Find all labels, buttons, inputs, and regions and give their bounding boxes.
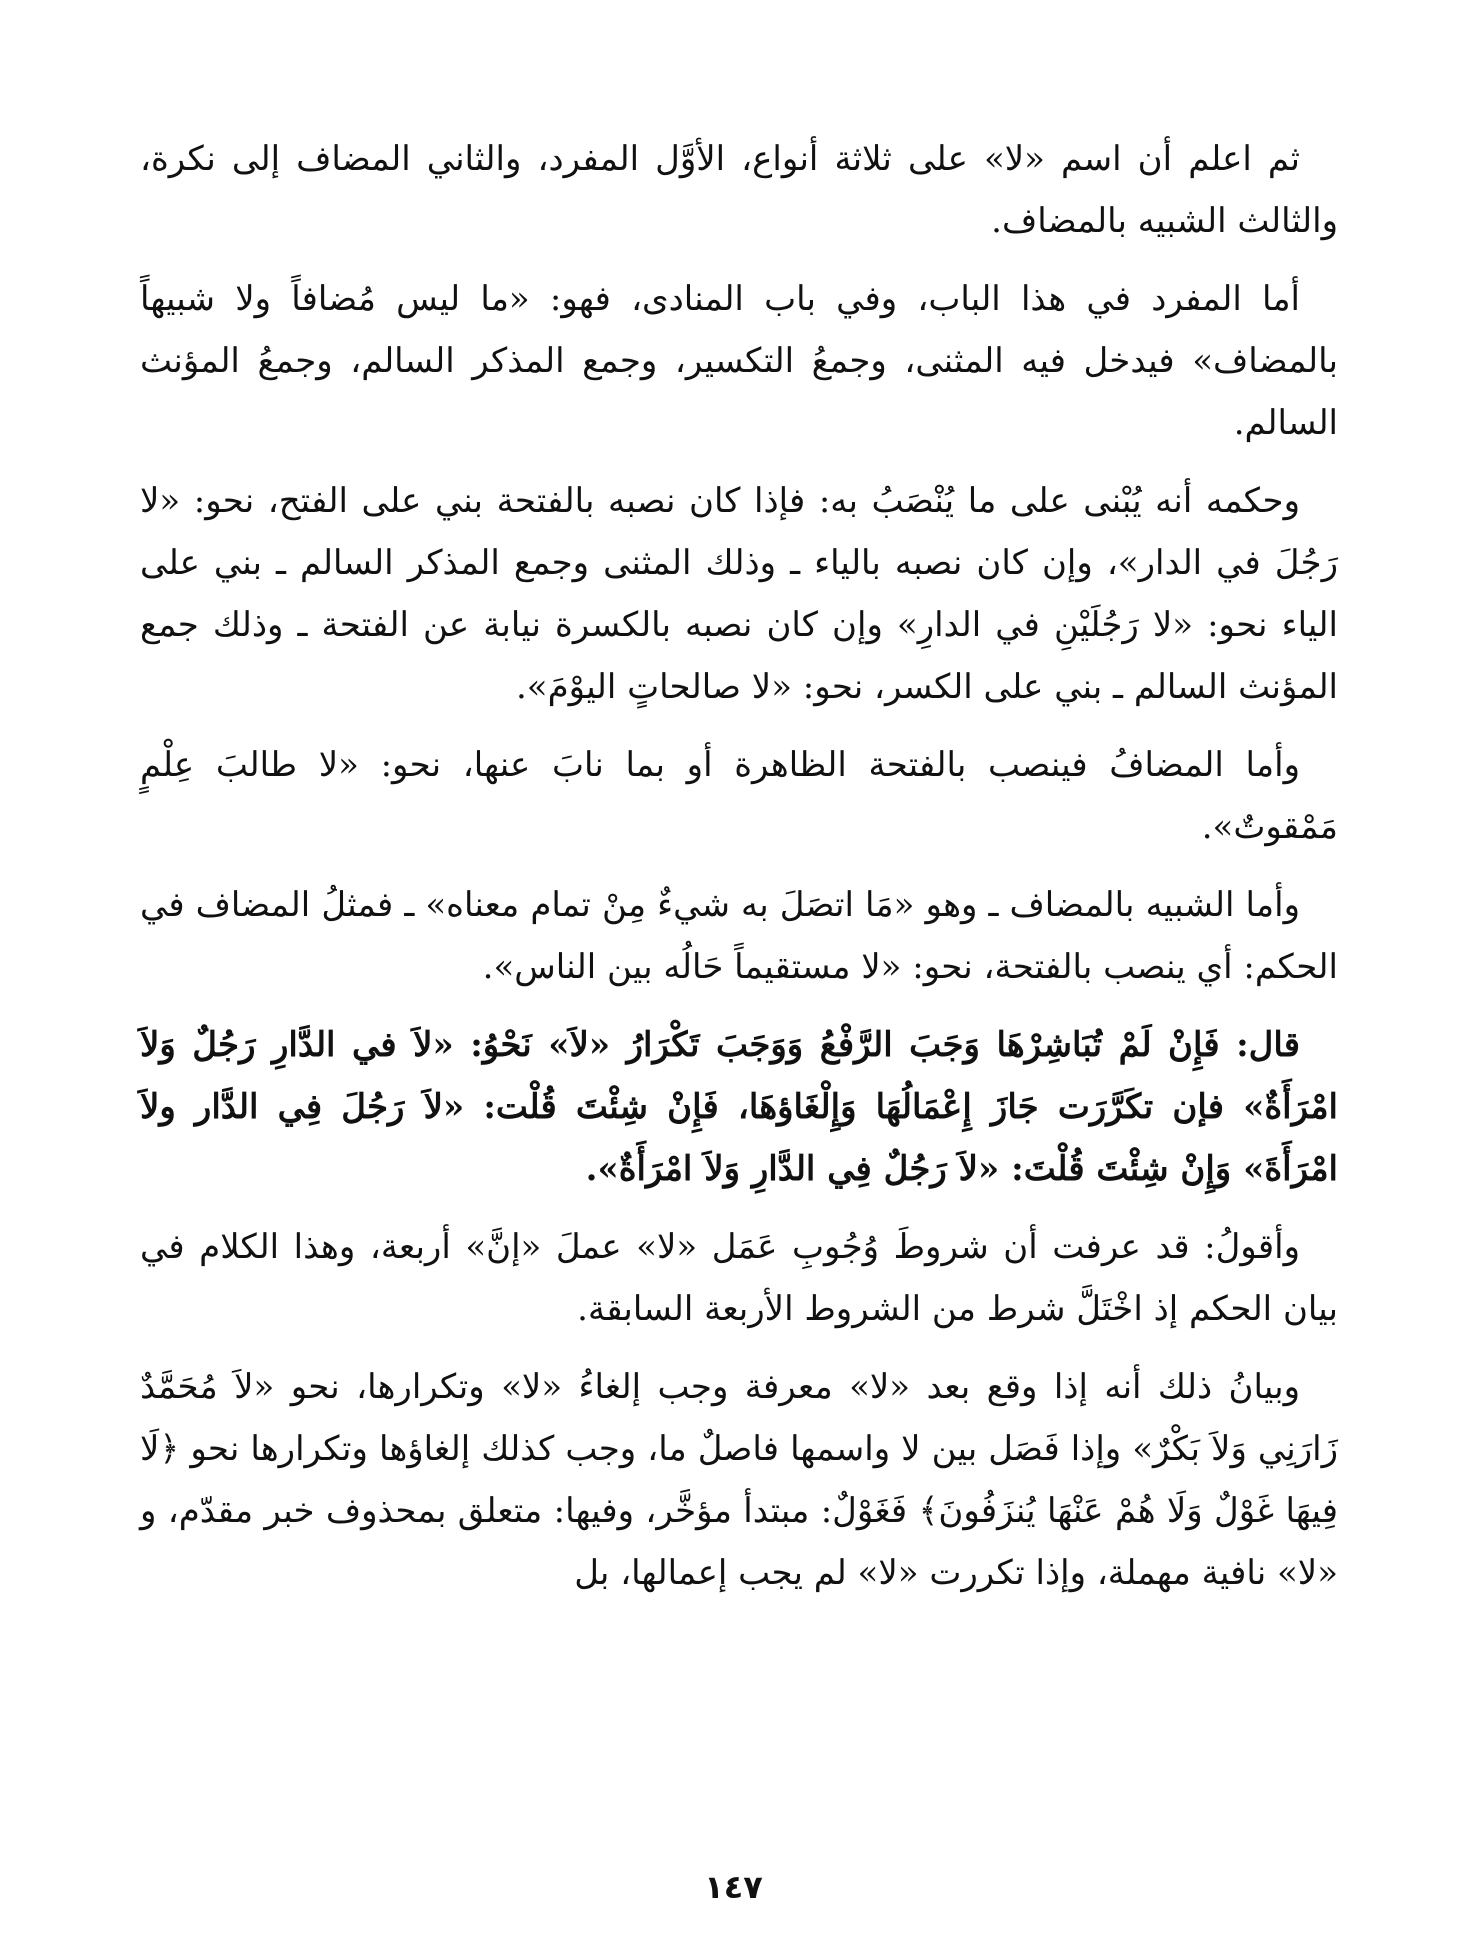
paragraph-shabih-bil-mudaf: وأما الشبيه بالمضاف ـ وهو «مَا اتصَلَ به شيءٌ مِنْ تمام معناه» ـ فمثلُ المضاف في الحكم: أي ينصب بالفتحة، نحو: «لا مستقيماً حَالُه بين الناس». (140, 885, 1338, 987)
paragraph-singular-definition: أما المفرد في هذا الباب، وفي باب المنادى، فهو: «ما ليس مُضافاً ولا شبيهاً بالمضاف» فيدخل فيه المثنى، وجمعُ التكسير، وجمع المذكر السالم، وجمعُ المؤنث السالم. (140, 279, 1338, 443)
paragraph-types-of-la-noun: ثم اعلم أن اسم «لا» على ثلاثة أنواع، الأوَّل المفرد، والثاني المضاف إلى نكرة، والثالث الشبيه بالمضاف. (140, 139, 1338, 241)
paragraph-mudaf: وأما المضافُ فينصب بالفتحة الظاهرة أو بما نابَ عنها، نحو: «لا طالبَ عِلْمٍ مَمْقوتٌ». (140, 745, 1338, 847)
paragraph-commentary-aqulu: وأقولُ: قد عرفت أن شروطَ وُجُوبِ عَمَل «لا» عملَ «إنَّ» أربعة، وهذا الكلام في بيان الحكم إذ اخْتَلَّ شرط من الشروط الأربعة السابقة. (140, 1227, 1338, 1329)
paragraph-explanation: وبيانُ ذلك أنه إذا وقع بعد «لا» معرفة وجب إلغاءُ «لا» وتكرارها، نحو «لاَ مُحَمَّدٌ زَارَنِي وَلاَ بَكْرٌ» وإذا فَصَل بين لا واسمها فاصلٌ ما، وجب كذلك إلغاؤها وتكرارها نحو ﴿لَا فِيهَا غَوْلٌ وَلَا هُمْ عَنْهَا يُنزَفُونَ﴾ فَغَوْلٌ: مبتدأ مؤخَّر، وفيها: متعلق بمحذوف خبر مقدّم، و «لا» نافية مهملة، وإذا تكررت «لا» لم يجب إعمالها، بل (140, 1367, 1338, 1593)
paragraph-ruling-on-singular: وحكمه أنه يُبْنى على ما يُنْصَبُ به: فإذا كان نصبه بالفتحة بني على الفتح، نحو: «لا رَجُلَ في الدار»، وإن كان نصبه بالياء ـ وذلك المثنى وجمع المذكر السالم ـ بني على الياء نحو: «لا رَجُلَيْنِ في الدارِ» وإن كان نصبه بالكسرة نيابة عن الفتحة ـ وذلك جمع المؤنث السالم ـ بني على الكسر، نحو: «لا صالحاتٍ اليوْمَ». (140, 481, 1338, 707)
paragraph-matn-quote: قال: فَإِنْ لَمْ تُبَاشِرْهَا وَجَبَ الرَّفْعُ وَوَجَبَ تَكْرَارُ «لاَ» نَحْوُ: «لاَ في الدَّارِ رَجُلٌ وَلاَ امْرَأَةٌ» فإن تكَرَّرَت جَازَ إِعْمَالُهَا وَإِلْغَاؤهَا، فَإِنْ شِئْتَ قُلْت: «لاَ رَجُلَ فِي الدَّار ولاَ امْرَأَةَ» وَإِنْ شِئْتَ قُلْتَ: «لاَ رَجُلٌ فِي الدَّارِ وَلاَ امْرَأَةٌ». (140, 1025, 1338, 1189)
page-body (140, 128, 1338, 1620)
page-number: ١٤٧ (704, 1868, 763, 1906)
